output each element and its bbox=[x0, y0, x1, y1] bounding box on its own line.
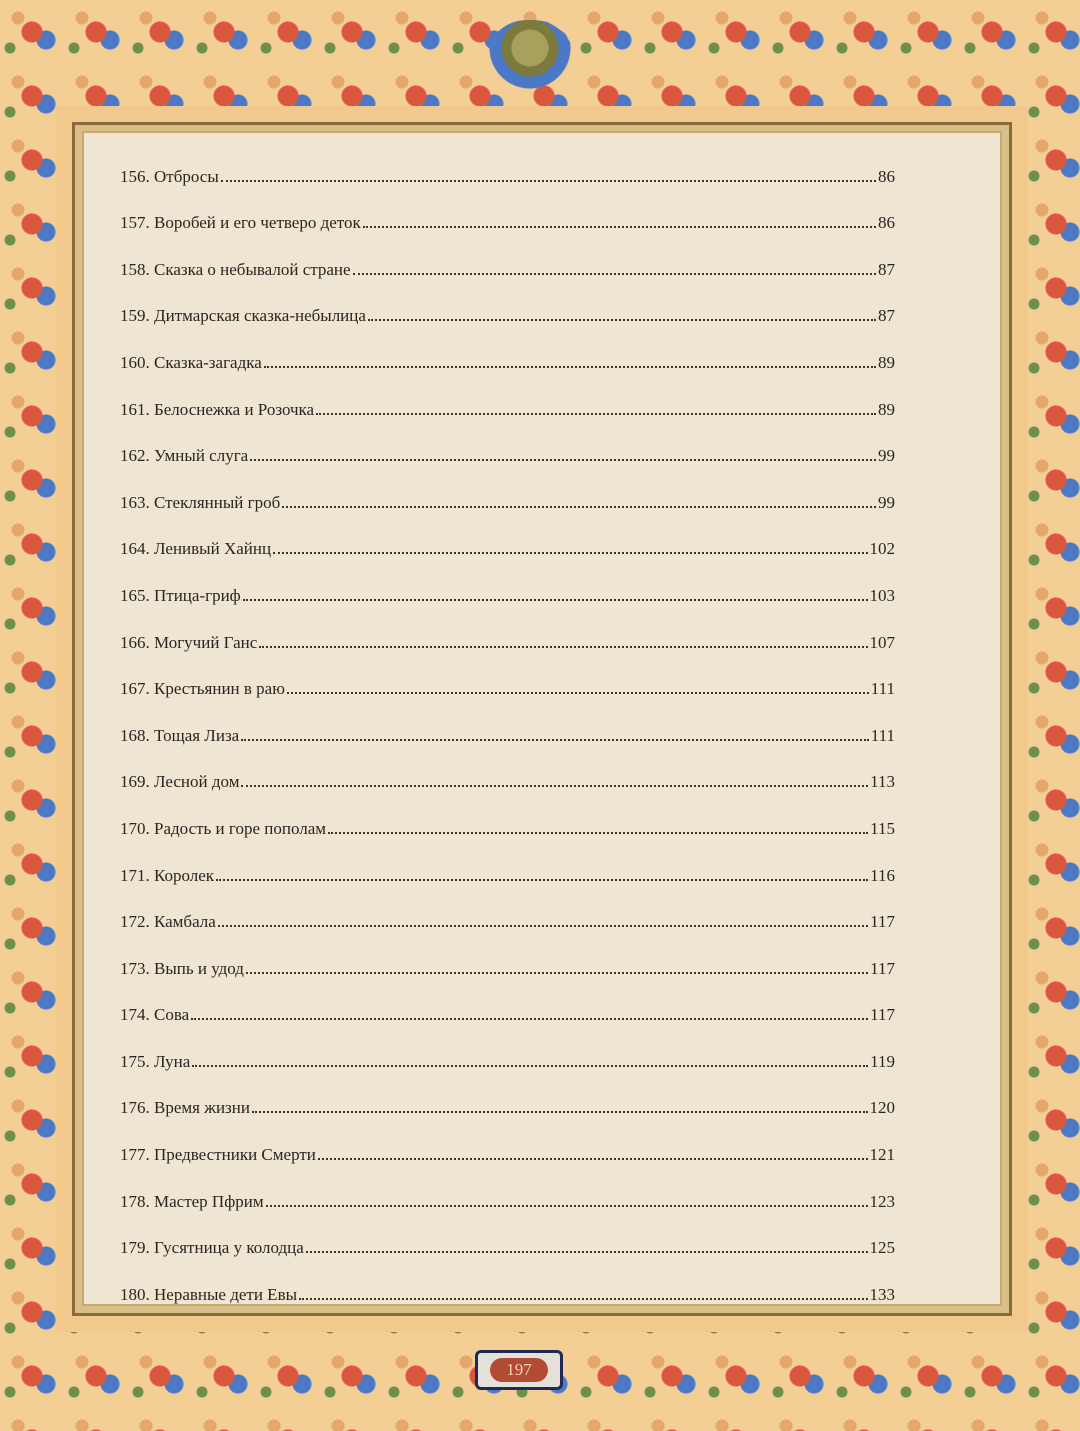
dot-leader bbox=[250, 459, 876, 461]
toc-entry-title: 175. Луна bbox=[120, 1051, 191, 1071]
page-number-badge bbox=[475, 1350, 563, 1390]
toc-entry-title: 178. Мастер Пфрим bbox=[120, 1191, 264, 1211]
toc-entry-title: 166. Могучий Ганс bbox=[120, 632, 258, 652]
toc-entry bbox=[120, 792, 895, 839]
dot-leader bbox=[328, 832, 868, 834]
toc-entry bbox=[120, 886, 895, 933]
face-medallion-ornament bbox=[485, 20, 575, 90]
toc-entry-page: 87 bbox=[878, 259, 895, 279]
toc-entry-title: 158. Сказка о небывалой стране bbox=[120, 259, 351, 279]
toc-entry-title: 157. Воробей и его четверо деток bbox=[120, 213, 361, 233]
toc-entry bbox=[120, 1025, 895, 1072]
toc-entry-page: 113 bbox=[870, 772, 895, 792]
toc-entry bbox=[120, 373, 895, 420]
table-of-contents bbox=[120, 140, 895, 1305]
toc-entry-title: 159. Дитмарская сказка-небылица bbox=[120, 306, 366, 326]
toc-entry-page: 120 bbox=[869, 1098, 895, 1118]
toc-entry-page: 89 bbox=[878, 399, 895, 419]
toc-entry bbox=[120, 606, 895, 653]
toc-entry-title: 163. Стеклянный гроб bbox=[120, 492, 281, 512]
dot-leader bbox=[266, 1205, 868, 1207]
dot-leader bbox=[306, 1251, 868, 1253]
toc-entry-page: 115 bbox=[870, 818, 895, 838]
toc-entry bbox=[120, 1212, 895, 1259]
toc-entry bbox=[120, 1258, 895, 1305]
toc-entry-title: 165. Птица-гриф bbox=[120, 585, 241, 605]
toc-entry-title: 170. Радость и горе пополам bbox=[120, 818, 327, 838]
toc-entry-page: 117 bbox=[870, 958, 895, 978]
toc-entry bbox=[120, 280, 895, 327]
toc-entry-page: 99 bbox=[878, 492, 895, 512]
toc-entry bbox=[120, 699, 895, 746]
dot-leader bbox=[287, 692, 869, 694]
toc-entry-page: 89 bbox=[878, 352, 895, 372]
dot-leader bbox=[273, 552, 867, 554]
toc-entry-title: 164. Ленивый Хайнц bbox=[120, 539, 272, 559]
toc-entry bbox=[120, 187, 895, 234]
toc-entry-page: 116 bbox=[870, 865, 895, 885]
toc-entry bbox=[120, 326, 895, 373]
dot-leader bbox=[221, 180, 876, 182]
toc-entry-page: 99 bbox=[878, 446, 895, 466]
toc-entry-title: 160. Сказка-загадка bbox=[120, 352, 262, 372]
dot-leader bbox=[246, 972, 868, 974]
toc-entry-title: 156. Отбросы bbox=[120, 166, 219, 186]
toc-entry-page: 117 bbox=[870, 912, 895, 932]
toc-entry bbox=[120, 653, 895, 700]
toc-entry-page: 119 bbox=[870, 1051, 895, 1071]
dot-leader bbox=[241, 785, 868, 787]
toc-entry bbox=[120, 420, 895, 467]
dot-leader bbox=[218, 925, 868, 927]
toc-entry bbox=[120, 979, 895, 1026]
toc-entry bbox=[120, 513, 895, 560]
toc-entry-page: 111 bbox=[870, 679, 895, 699]
toc-entry-page: 133 bbox=[869, 1284, 895, 1304]
toc-entry-page: 117 bbox=[870, 1005, 895, 1025]
toc-entry-title: 180. Неравные дети Евы bbox=[120, 1284, 298, 1304]
toc-entry bbox=[120, 233, 895, 280]
toc-entry-title: 174. Сова bbox=[120, 1005, 190, 1025]
dot-leader bbox=[241, 739, 869, 741]
toc-entry bbox=[120, 1165, 895, 1212]
toc-entry-title: 172. Камбала bbox=[120, 912, 216, 932]
toc-entry bbox=[120, 932, 895, 979]
toc-entry bbox=[120, 140, 895, 187]
toc-entry bbox=[120, 466, 895, 513]
toc-entry bbox=[120, 1072, 895, 1119]
toc-entry-title: 161. Белоснежка и Розочка bbox=[120, 399, 315, 419]
toc-entry-page: 102 bbox=[869, 539, 895, 559]
toc-entry-title: 167. Крестьянин в раю bbox=[120, 679, 285, 699]
page-number: 197 bbox=[490, 1358, 548, 1382]
dot-leader bbox=[259, 646, 867, 648]
toc-entry-title: 171. Королек bbox=[120, 865, 215, 885]
toc-entry-title: 173. Выпь и удод bbox=[120, 958, 244, 978]
toc-entry bbox=[120, 1118, 895, 1165]
toc-entry-page: 107 bbox=[869, 632, 895, 652]
toc-entry-page: 86 bbox=[878, 213, 895, 233]
toc-entry-page: 121 bbox=[869, 1145, 895, 1165]
toc-entry bbox=[120, 839, 895, 886]
toc-entry-title: 177. Предвестники Смерти bbox=[120, 1145, 316, 1165]
dot-leader bbox=[368, 319, 876, 321]
dot-leader bbox=[282, 506, 876, 508]
dot-leader bbox=[264, 366, 876, 368]
dot-leader bbox=[316, 413, 876, 415]
toc-entry-page: 86 bbox=[878, 166, 895, 186]
toc-entry bbox=[120, 746, 895, 793]
toc-entry-title: 168. Тощая Лиза bbox=[120, 725, 240, 745]
dot-leader bbox=[363, 226, 876, 228]
dot-leader bbox=[353, 273, 876, 275]
toc-entry-page: 125 bbox=[869, 1238, 895, 1258]
toc-entry-page: 103 bbox=[869, 585, 895, 605]
dot-leader bbox=[318, 1158, 868, 1160]
dot-leader bbox=[299, 1298, 867, 1300]
toc-entry-page: 87 bbox=[878, 306, 895, 326]
toc-entry-page: 123 bbox=[869, 1191, 895, 1211]
toc-entry-title: 179. Гусятница у колодца bbox=[120, 1238, 304, 1258]
dot-leader bbox=[191, 1018, 868, 1020]
dot-leader bbox=[192, 1065, 868, 1067]
dot-leader bbox=[216, 879, 868, 881]
dot-leader bbox=[252, 1111, 868, 1113]
toc-entry-page: 111 bbox=[870, 725, 895, 745]
toc-entry-title: 169. Лесной дом bbox=[120, 772, 240, 792]
toc-entry-title: 162. Умный слуга bbox=[120, 446, 249, 466]
toc-entry-title: 176. Время жизни bbox=[120, 1098, 250, 1118]
toc-entry bbox=[120, 559, 895, 606]
dot-leader bbox=[243, 599, 868, 601]
